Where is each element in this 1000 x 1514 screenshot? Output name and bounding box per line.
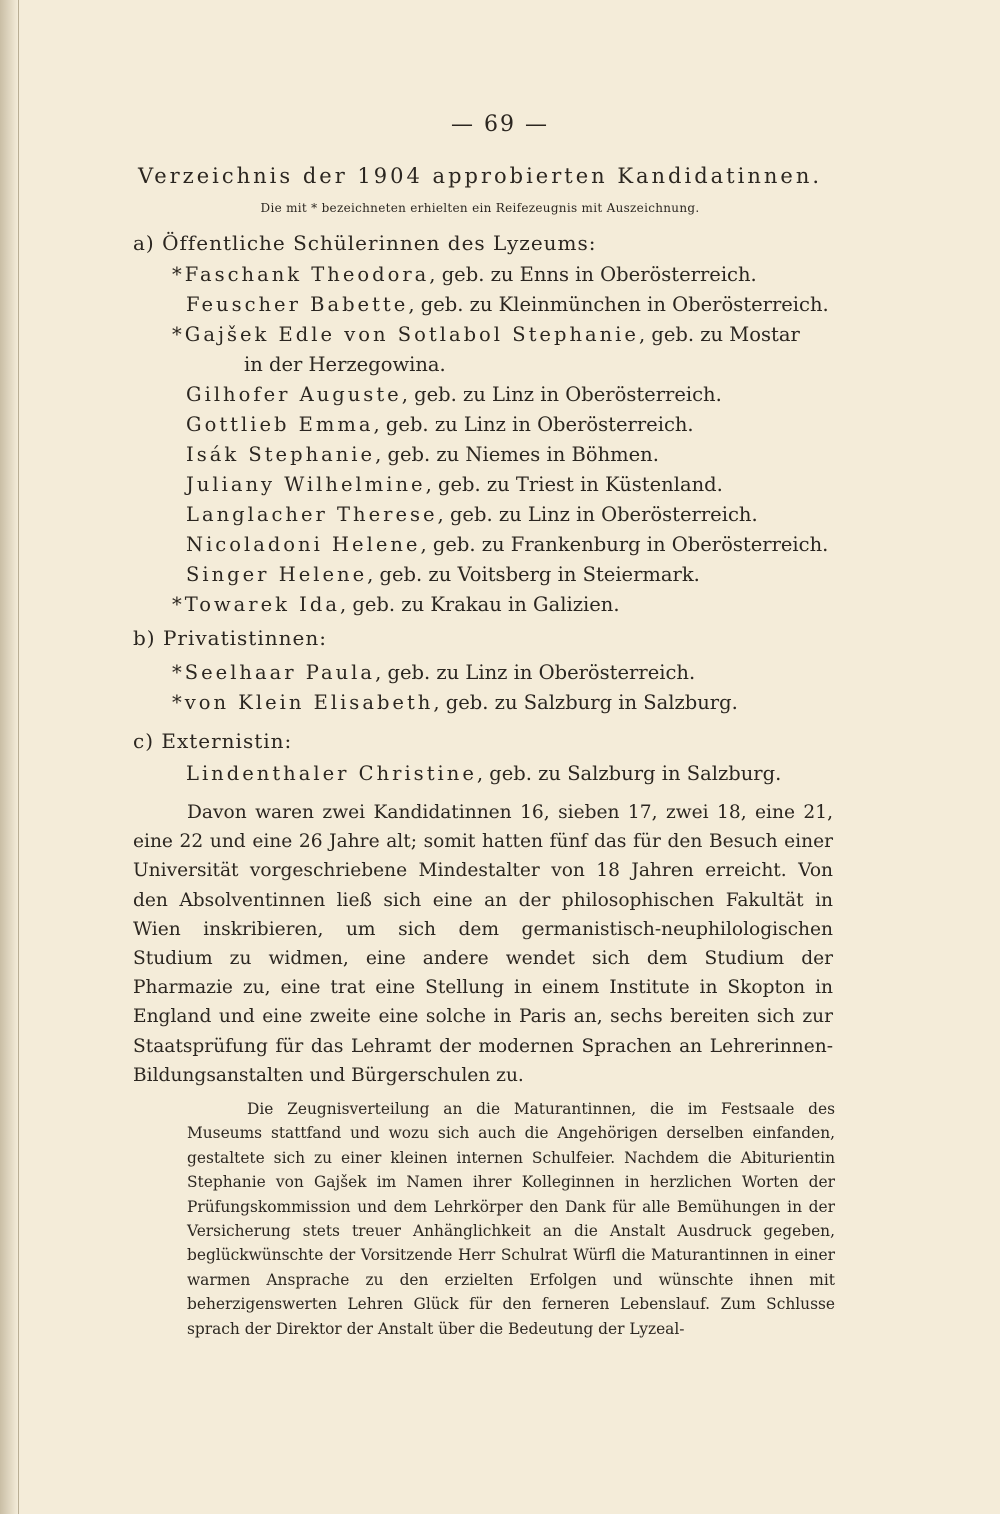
page-title: Verzeichnis der 1904 approbierten Kandidatinnen. [137, 164, 823, 188]
list-item [186, 562, 700, 588]
entry-details: , geb. zu Salzburg in Salzburg. [433, 691, 738, 714]
list-item [186, 442, 659, 468]
entry-details: , geb. zu Enns in Oberösterreich. [429, 263, 757, 286]
entry-name: *Faschank Theodora [172, 263, 430, 286]
list-item [172, 262, 757, 288]
list-item [186, 382, 722, 408]
entry-name: Singer Helene [186, 563, 368, 586]
entry-details: , geb. zu Voitsberg in Steiermark. [367, 563, 700, 586]
list-item [186, 532, 828, 558]
entry-name: Gilhofer Auguste [186, 383, 402, 406]
entry-details: , geb. zu Niemes in Böhmen. [375, 443, 659, 466]
entry-details: , geb. zu Linz in Oberösterreich. [373, 413, 694, 436]
list-item [186, 472, 723, 498]
entry-details: in der Herzegowina. [244, 353, 446, 376]
list-item-continuation [244, 352, 446, 378]
list-item [186, 292, 829, 318]
page-number: — 69 — [451, 112, 549, 137]
list-item [186, 412, 694, 438]
list-item [186, 502, 758, 528]
entry-details: , geb. zu Triest in Küstenland. [425, 473, 723, 496]
entry-name: Juliany Wilhelmine [186, 473, 426, 496]
entry-details: , geb. zu Salzburg in Salzburg. [476, 762, 782, 785]
list-item [172, 660, 695, 686]
entry-name: Gottlieb Emma [186, 413, 374, 436]
entry-details: , geb. zu Krakau in Galizien. [340, 593, 620, 616]
entry-name: Lindenthaler Christine [186, 762, 477, 785]
entry-name: Nicoladoni Helene [186, 533, 421, 556]
footnote-paragraph: Die Zeugnisverteilung an die Maturantinnen, die im Festsaale des Museums stattfand und wozu sich auch die Angehörigen derselben einfanden, gestaltete sich zu einer kleinen internen Schulfeier. Nachdem die Abiturientin Stephanie von Gajšek im Namen ihrer Kolleginnen in herzlichen Worten der Prüfungskommission und dem Lehrkörper den Dank für alle Bemühungen in der Versicherung stets treuer Anhänglichkeit an die Anstalt Ausdruck gegeben, beglückwünschte der Vorsitzende Herr Schulrat Würfl die Maturantinnen in einer warmen Ansprache zu den erzielten Erfolgen und wünschte ihnen mit beherzigenswerten Lehren Glück für den ferneren Lebenslauf. Zum Schlusse sprach der Direktor der Anstalt über die Bedeutung der Lyzeal- [187, 1100, 835, 1338]
section-b-heading: b) Privatistinnen: [133, 626, 327, 650]
entry-details: , geb. zu Kleinmünchen in Oberösterreich. [408, 293, 829, 316]
entry-details: , geb. zu Mostar [638, 323, 800, 346]
body-paragraph: Davon waren zwei Kandidatinnen 16, sieben 17, zwei 18, eine 21, eine 22 und eine 26 Jahre alt; somit hatten fünf das für den Besuch einer Universität vorgeschriebene Mindestalter von 18 Jahren erreicht. Von den Absolventinnen ließ sich eine an der philosophischen Fakultät in Wien inskribieren, um sich dem germanistisch-neuphilologischen Studium zu widmen, eine andere wendet sich dem Studium der Pharmazie zu, eine trat eine Stellung in einem Institute in Skopton in England und eine zweite eine solche in Paris an, sechs bereiten sich zur Staatsprüfung für das Lehramt der modernen Sprachen an Lehrerinnen-Bildungsanstalten und Bürgerschulen zu. [133, 802, 833, 1086]
entry-name: *Towarek Ida [172, 593, 340, 616]
page-edge [18, 0, 19, 1514]
section-a-heading: a) Öffentliche Schülerinnen des Lyzeums: [133, 231, 597, 255]
entry-name: *von Klein Elisabeth [172, 691, 434, 714]
entry-name: *Gajšek Edle von Sotlabol Stephanie [172, 323, 639, 346]
entry-name: Feuscher Babette [186, 293, 409, 316]
page-shadow [0, 0, 18, 1514]
entry-details: , geb. zu Linz in Oberösterreich. [437, 503, 758, 526]
entry-details: , geb. zu Linz in Oberösterreich. [401, 383, 722, 406]
list-item [172, 322, 800, 348]
list-item [172, 592, 620, 618]
entry-name: Langlacher Therese [186, 503, 438, 526]
section-c-heading: c) Externistin: [133, 729, 293, 753]
list-item [186, 761, 781, 787]
entry-details: , geb. zu Linz in Oberösterreich. [375, 661, 696, 684]
entry-name: *Seelhaar Paula [172, 661, 376, 684]
page-subtitle: Die mit * bezeichneten erhielten ein Reifezeugnis mit Auszeichnung. [260, 201, 700, 215]
entry-details: , geb. zu Frankenburg in Oberösterreich. [420, 533, 829, 556]
list-item [172, 690, 738, 716]
entry-name: Isák Stephanie [186, 443, 376, 466]
